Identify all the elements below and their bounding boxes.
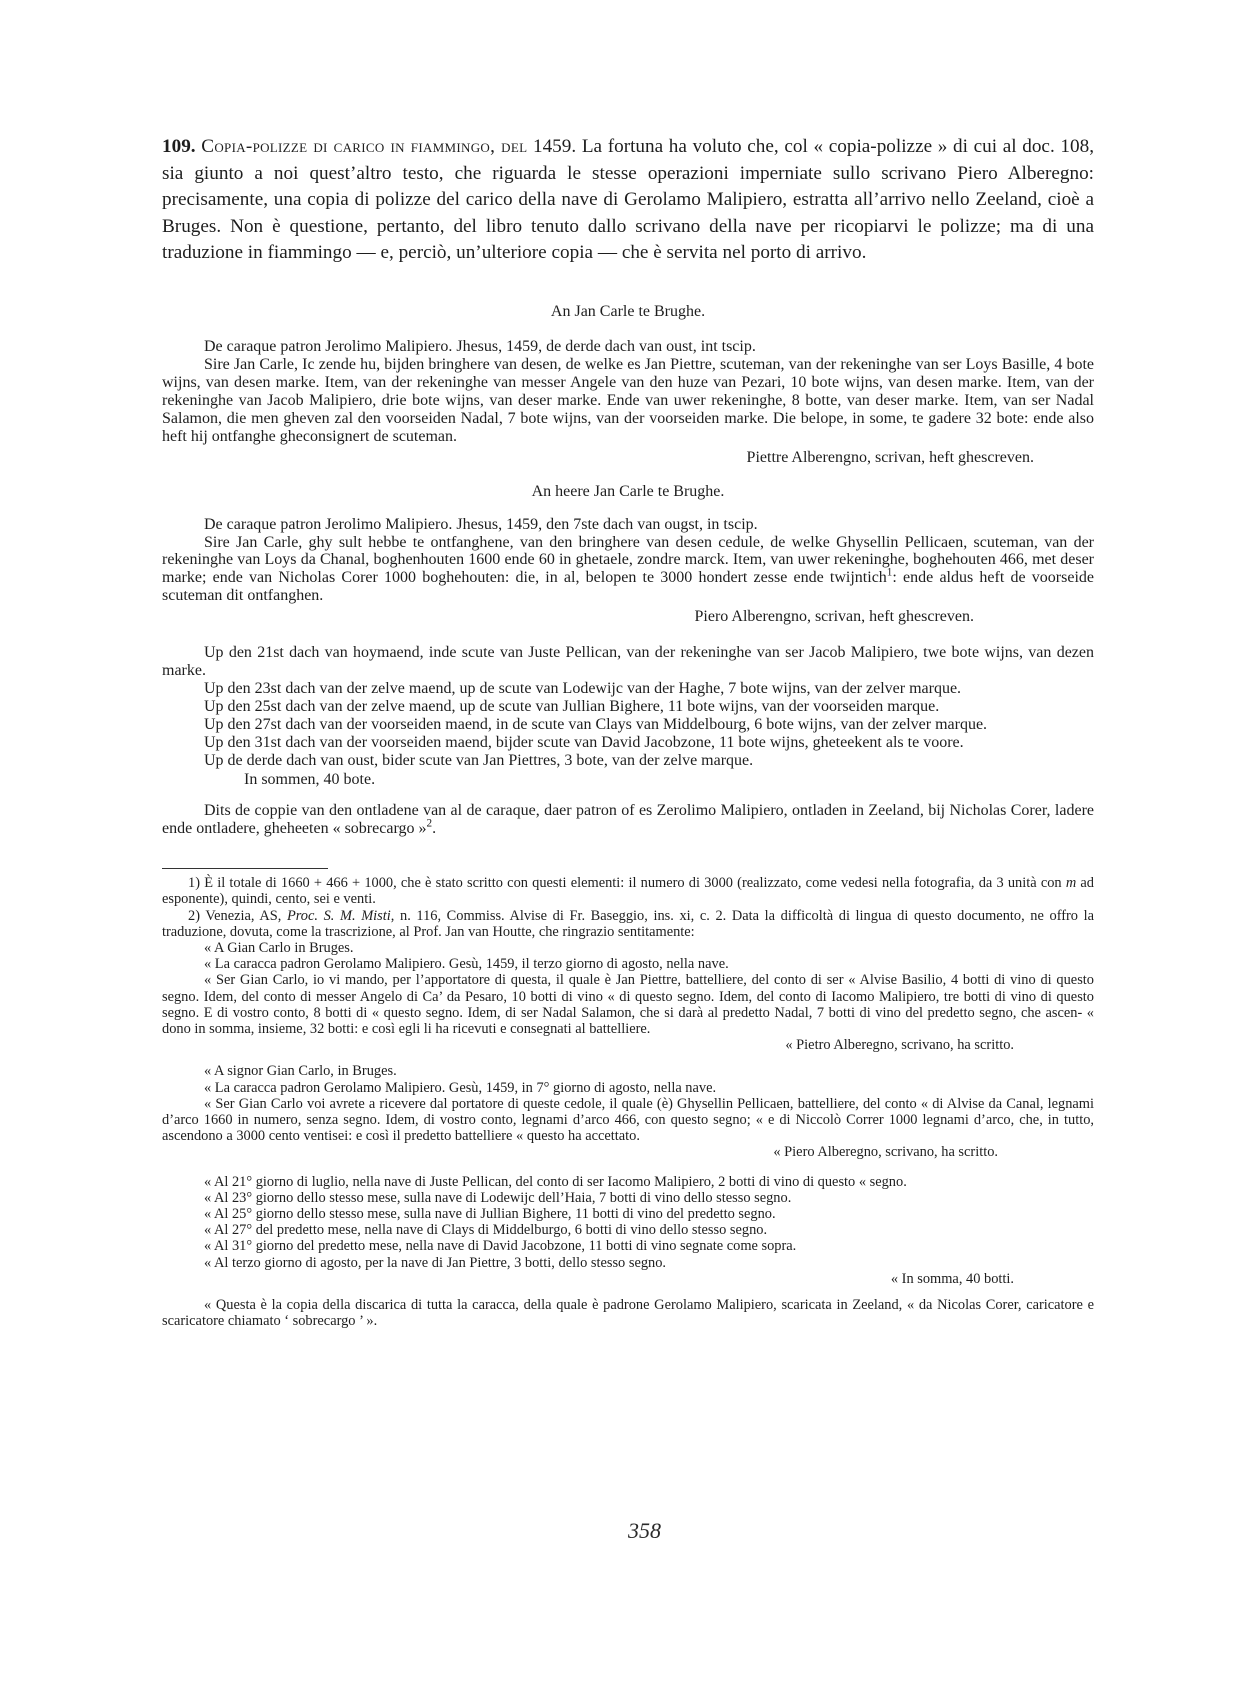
letter2-header: De caraque patron Jerolimo Malipiero. Jhesus, 1459, den 7ste dach van ougst, in tscip. (204, 515, 758, 533)
letter2-address: An heere Jan Carle te Brughe. (531, 482, 725, 500)
intro-text: La fortuna ha voluto che, col « copia-polizze » di cui al doc. 108, sia giunto a noi quest’altro testo, che riguarda le stesse operazioni imperniate sullo scrivano Piero Alberegno: precisamente, una copia di polizze del carico della nave di Gerolamo Malipiero, estratta all’arrivo nello Zeeland, cioè a Bruges. Non è questione, pertanto, del libro tenuto dallo scrivano della nave per ricopiarvi le polizze; ma di una traduzione in fiammingo — e, perciò, un’ulteriore copia — che è servita nel porto di arrivo. (162, 136, 1094, 263)
translation2-body: « Ser Gian Carlo voi avrete a ricevere dal portatore di queste cedole, il quale (è) Ghysellin Pellicaen, battelliere, del conto « di Alvise da Canal, legnami d’arco 1660 in numero, senza segno. Idem, di vostro conto, legnami d’arco 466, con questo segno; « e di Niccolò Correr 1000 legnami d’arco, che, in tutto, ascendono a 3000 cento ventisei: e così il predetto battelliere « questo ha accettato. (162, 1095, 1094, 1145)
letter2-signature: Piero Alberengno, scrivan, heft ghescreven. (694, 608, 974, 626)
page-content (162, 134, 1094, 1329)
delivery-total: In sommen, 40 bote. (244, 771, 376, 789)
footnote-ref-1[interactable]: 1 (886, 567, 893, 580)
closing-text: Dits de coppie van den ontladene van al de caraque, daer patron of es Zerolimo Malipiero, ontladen in Zeeland, bij Nicholas Corer, ladere ende ontladere, gheheeten « sobrecargo » (162, 802, 1094, 838)
footnote-divider (162, 868, 328, 869)
translation-delivery-list (162, 1174, 1094, 1287)
translation1-signature: « Pietro Alberegno, scrivano, ha scritto. (785, 1037, 1014, 1054)
translation1-body: « Ser Gian Carlo, io vi mando, per l’apportatore di questa, il quale è Jan Piettre, battelliere, del conto di ser « Alvise Basilio, 4 botti di vino di questo segno. Idem, del conto di messer Angelo di Ca’ da Pesaro, 10 botti di vino « di questo segno. Idem, del conto di Iacomo Malipiero, tre botti di vino di questo segno. E di vostro conto, 8 botti di « questo segno. Idem, di ser Nadal Salamon, che si darà al predetto Nadal, 7 botti di vino del predetto segno, che ascen- « dono in somma, insieme, 32 botti: e così egli li ha ricevuti e consegnati al battelliere. (162, 972, 1094, 1037)
letter2-body (162, 534, 1094, 606)
translation1-header: « La caracca padron Gerolamo Malipiero. Gesù, 1459, il terzo giorno di agosto, nella nave. (204, 956, 729, 973)
translation-delivery-item: « Al 25° giorno dello stesso mese, sulla nave di Jullian Bighere, 11 botti di vino del predetto segno. (204, 1206, 776, 1223)
translation2-signature: « Piero Alberegno, scrivano, ha scritto. (773, 1144, 998, 1161)
delivery-item: Up den 31st dach van der voorseiden maend, bijder scute van David Jacobzone, 11 bote wijns, gheteekent als te voore. (204, 733, 964, 751)
translation-delivery-item: « Al 23° giorno dello stesso mese, sulla nave di Lodewijc dell’Haia, 7 botti di vino dello stesso segno. (204, 1189, 792, 1206)
footnote-1-text: È il totale di 1660 + 466 + 1000, che è stato scritto con questi elementi: il numero di 3000 (realizzato, come vedesi nella fotografia, da 3 unità con (204, 875, 1066, 892)
translation-closing: « Questa è la copia della discarica di tutta la caracca, della quale è padrone Gerolamo Malipiero, scaricata in Zeeland, « da Nicolas Corer, caricatore e scaricatore chiamato ‘ sobrecargo ’ ». (162, 1297, 1094, 1330)
footnotes (162, 875, 1094, 1329)
footnote-1-exponent: m (1065, 875, 1077, 892)
letter1-header: De caraque patron Jerolimo Malipiero. Jhesus, 1459, de derde dach van oust, int tscip. (204, 338, 756, 356)
footnote-1-text-end: ad esponente), quindi, cento, sei e venti. (162, 875, 1094, 908)
translation-delivery-item: « Al 31° giorno del predetto mese, nella nave di David Jacobzone, 11 botti di vino segnate come sopra. (204, 1238, 797, 1255)
document-heading: Copia-polizze di carico in fiammingo, del (201, 136, 528, 157)
delivery-list (162, 644, 1094, 789)
translation-delivery-item: « Al terzo giorno di agosto, per la nave di Jan Piettre, 3 botti, dello stesso segno. (204, 1254, 667, 1271)
translation-delivery-item: « Al 21° giorno di luglio, nella nave di Juste Pellican, del conto di ser Iacomo Malipiero, 2 botti di vino di questo « segno. (204, 1173, 907, 1190)
translation1-address: « A Gian Carlo in Bruges. (204, 939, 354, 956)
letter1-body: Sire Jan Carle, Ic zende hu, bijden bringhere van desen, de welke es Jan Piettre, scuteman, van der rekeninghe van ser Loys Basille, 4 bote wijns, van desen marke. Item, van der rekeninghe van messer Angele van den huze van Pezari, 10 bote wijns, van desen marke. Item, van der rekeninghe van Jacob Malipiero, drie bote wijns, van deser marke. Ende van uwer rekeninghe, 8 botte, van deser marke. Item, van ser Nadal Salamon, die men gheven zal den voorseiden Nadal, 7 bote wijns, van der voorseiden marke. Die belope, in some, te gadere 32 bote: ende also heft hij ontfanghe gheconsignert de scuteman. (162, 356, 1094, 445)
document-intro (162, 134, 1094, 267)
translation2-header: « La caracca padron Gerolamo Malipiero. Gesù, 1459, in 7° giorno di agosto, nella nave. (204, 1079, 717, 1096)
footnote-2-source: Proc. S. M. Misti (286, 907, 391, 924)
translation2-address: « A signor Gian Carlo, in Bruges. (204, 1063, 397, 1080)
delivery-item: Up de derde dach van oust, bider scute van Jan Piettres, 3 bote, van der zelve marque. (204, 751, 754, 769)
letter1-address: An Jan Carle te Brughe. (550, 302, 706, 320)
closing-statement (162, 802, 1094, 838)
flemish-transcription (162, 303, 1094, 839)
letter2-body-text: Sire Jan Carle, ghy sult hebbe te ontfanghene, van den bringhere van desen cedule, de welke Ghysellin Pellicaen, scuteman, van der rekeninghe van Loys da Chanal, boghenhouten 1600 ende 60 in ghetaele, zondre marck. Item, van uwer rekeninghe, boghehouten 466, met deser marke; ende van Nicholas Corer 1000 boghehouten: die, in al, belopen te 3000 hondert zesse ende twijntich (162, 533, 1094, 587)
footnote-ref-2[interactable]: 2 (426, 817, 433, 830)
translation-total: « In somma, 40 botti. (890, 1270, 1014, 1287)
delivery-item: Up den 27st dach van der voorseiden maend, in de scute van Clays van Middelbourg, 6 bote wijns, van der zelver marque. (204, 715, 988, 733)
delivery-item: Up den 21st dach van hoymaend, inde scute van Juste Pellican, van der rekeninghe van ser Jacob Malipiero, twe bote wijns, van dezen marke. (162, 644, 1094, 679)
translation-delivery-item: « Al 27° del predetto mese, nella nave di Clays di Middelburgo, 6 botti di vino dello stesso segno. (204, 1222, 768, 1239)
document-year: 1459. (532, 136, 577, 157)
footnote-2 (162, 908, 1094, 940)
document-number: 109. (162, 136, 196, 157)
footnote-2-text: Venezia, AS, (205, 907, 287, 924)
footnote-2-text-end: , n. 116, Commiss. Alvise di Fr. Baseggio, ins. xi, c. 2. Data la difficoltà di lingua di questo documento, ne offro la traduzione, dovuta, come la trascrizione, al Prof. Jan van Houtte, che ringrazio sentitamente: (162, 907, 1095, 940)
delivery-item: Up den 23st dach van der zelve maend, up de scute van Lodewijc van der Haghe, 7 bote wijns, van der zelver marque. (204, 679, 962, 697)
footnote-2-marker: 2) (188, 907, 200, 924)
delivery-item: Up den 25st dach van der zelve maend, up de scute van Jullian Bighere, 11 bote wijns, van der voorseiden marque. (204, 697, 940, 715)
closing-end: . (432, 820, 437, 838)
letter2-body-end: : ende aldus heft de voorseide scuteman dit ontfanghen. (162, 569, 1094, 605)
page-number: 358 (628, 1518, 661, 1543)
letter1-signature: Piettre Alberengno, scrivan, heft ghescreven. (746, 448, 1034, 466)
footnote-1 (162, 875, 1094, 907)
footnote-1-marker: 1) (188, 875, 200, 892)
